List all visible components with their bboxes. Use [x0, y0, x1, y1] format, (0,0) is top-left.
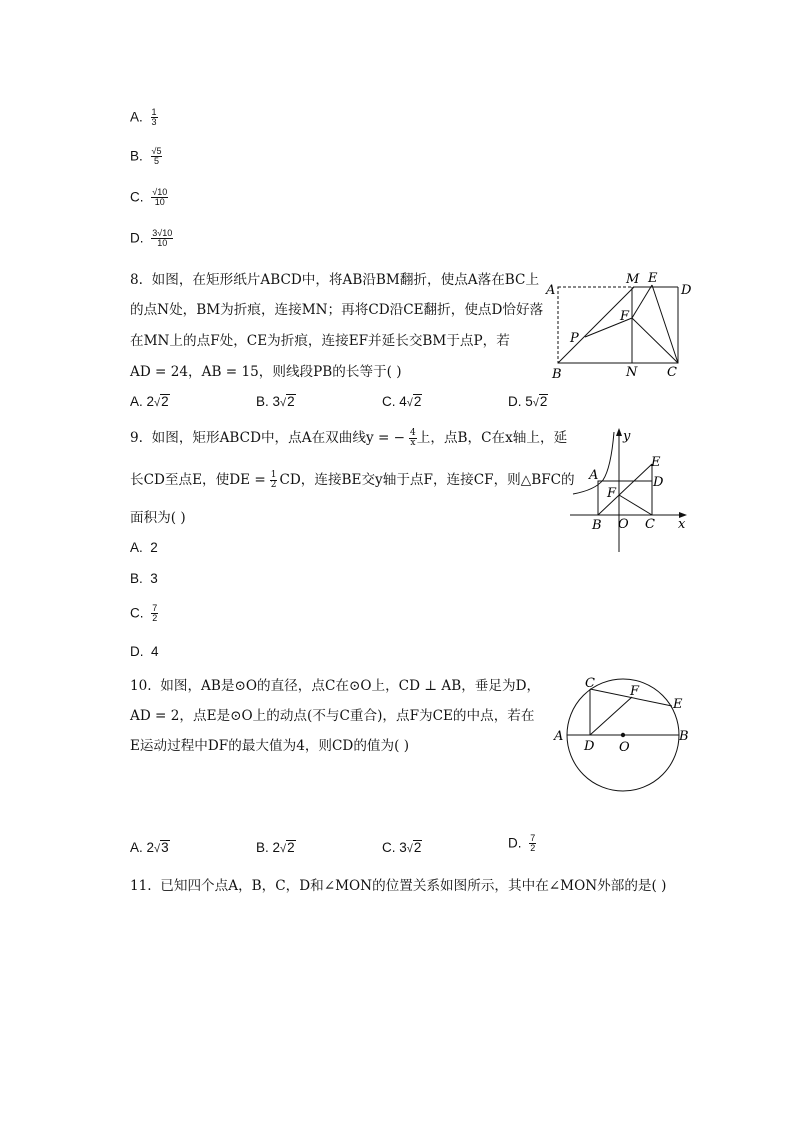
sqrt: √ 2	[406, 840, 422, 856]
label-o: O	[619, 740, 630, 755]
segment-df	[590, 697, 632, 735]
q9-option-d[interactable]: D. 4	[130, 644, 159, 659]
fraction: $\frac{4}{x}$	[410, 427, 416, 448]
q7-option-b[interactable]: B. $\frac{√5}{5}$	[130, 146, 162, 167]
label-e: E	[673, 697, 683, 712]
q9-option-c[interactable]: C. $\frac{7}{2}$	[130, 603, 158, 624]
segment-ef	[632, 285, 652, 318]
q10-option-b[interactable]: B. 2 √ 2	[256, 840, 295, 856]
fraction: $\frac{1}{3}$	[151, 107, 157, 128]
q8-line-1: 8. 如图，在矩形纸片ABCD中，将AB沿BM翻折，使点A落在BC上	[130, 272, 540, 288]
label-p: P	[570, 331, 579, 346]
fraction: $\frac{7}{2}$	[530, 833, 536, 854]
q8-line-2: 的点N处，BM为折痕，连接MN；再将CD沿CE翻折，使点D恰好落	[130, 302, 544, 318]
label-f: F	[620, 309, 630, 324]
label-m: M	[626, 272, 640, 287]
sqrt: √ 2	[406, 394, 422, 410]
q10-line-1: 10. 如图，AB是⊙O的直径，点C在⊙O上，CD ⊥ AB，垂足为D，	[130, 678, 541, 694]
q10-figure	[550, 672, 700, 798]
sqrt: √ 2	[280, 840, 295, 856]
label-a: A	[589, 468, 599, 483]
q8-option-b[interactable]: B. 3 √ 2	[256, 394, 295, 410]
q8-option-a[interactable]: A. 2 √ 2	[130, 394, 169, 410]
q10-option-c[interactable]: C. 3 √ 2	[382, 840, 422, 856]
q9-option-b[interactable]: B. 3	[130, 571, 158, 586]
q7-option-c[interactable]: C. $\frac{√10}{10}$	[130, 187, 168, 208]
label-y: y	[623, 429, 631, 444]
label-a: A	[546, 283, 556, 298]
q7-option-d[interactable]: D. $\frac{3√10}{10}$	[130, 228, 173, 249]
label-o: O	[618, 517, 629, 532]
label-d: D	[681, 283, 692, 298]
q8-option-d[interactable]: D. 5 √ 2	[508, 394, 548, 410]
label-c: C	[585, 676, 595, 691]
segment-fc	[632, 318, 678, 363]
label-e: E	[648, 271, 658, 286]
q9-figure	[565, 424, 695, 556]
q10-option-a[interactable]: A. 2 √ 3	[130, 840, 169, 856]
q9-line-3: 面积为( )	[130, 510, 186, 526]
hyperbola-curve	[573, 432, 614, 494]
y-axis-arrow	[616, 428, 622, 436]
segment-fc	[619, 495, 652, 515]
label-b: B	[679, 729, 689, 744]
q10-line-2: AD = 2，点E是⊙O上的动点(不与C重合)，点F为CE的中点，若在	[130, 708, 535, 724]
q9-line-1: 9. 如图，矩形ABCD中，点A在双曲线y = − $\frac{4}{x}$ 上，点B，C在x轴上，延	[130, 427, 568, 448]
fraction: $\frac{1}{2}$	[270, 469, 277, 490]
sqrt: √ 3	[154, 840, 169, 856]
q8-line-4: AD = 24，AB = 15，则线段PB的长等于( )	[130, 364, 402, 380]
label-b: B	[592, 518, 602, 533]
label-d: D	[584, 739, 595, 754]
q8-option-c[interactable]: C. 4 √ 2	[382, 394, 422, 410]
label-c: C	[667, 365, 677, 380]
label-a: A	[554, 729, 564, 744]
segment-ce	[652, 285, 678, 363]
q8-figure	[540, 270, 700, 382]
rectangle-dashed	[558, 287, 678, 363]
q9-line-2: 长CD至点E，使DE = $\frac{1}{2}$ CD，连接BE交y轴于点F，连接CF，则△BFC的	[130, 469, 575, 490]
label-x: x	[678, 517, 686, 532]
label-d: D	[653, 475, 664, 490]
segment-bm	[558, 287, 634, 363]
fraction: $\frac{7}{2}$	[152, 603, 158, 624]
q8-line-3: 在MN上的点F处，CE为折痕，连接EF并延长交BM于点P，若	[130, 333, 510, 349]
fraction: $\frac{√5}{5}$	[151, 146, 162, 167]
center-dot	[621, 733, 625, 737]
q11-line: 11. 已知四个点A，B，C，D和∠MON的位置关系如图所示，其中在∠MON外部的是( )	[130, 878, 667, 894]
label-e: E	[651, 455, 661, 470]
q10-line-3: E运动过程中DF的最大值为4，则CD的值为( )	[130, 738, 410, 754]
fraction: $\frac{√10}{10}$	[152, 187, 168, 208]
label-c: C	[645, 517, 655, 532]
sqrt: √ 2	[280, 394, 295, 410]
label-b: B	[552, 367, 562, 382]
sqrt: √ 2	[532, 394, 548, 410]
q7-option-a[interactable]: A. $\frac{1}{3}$	[130, 107, 157, 128]
q9-option-a[interactable]: A. 2	[130, 540, 158, 555]
sqrt: √ 2	[154, 394, 169, 410]
label-n: N	[626, 365, 638, 380]
fraction: $\frac{3√10}{10}$	[152, 228, 173, 249]
q10-option-d[interactable]: D. $\frac{7}{2}$	[508, 833, 536, 854]
label-f: F	[607, 486, 617, 501]
label-f: F	[630, 684, 640, 699]
